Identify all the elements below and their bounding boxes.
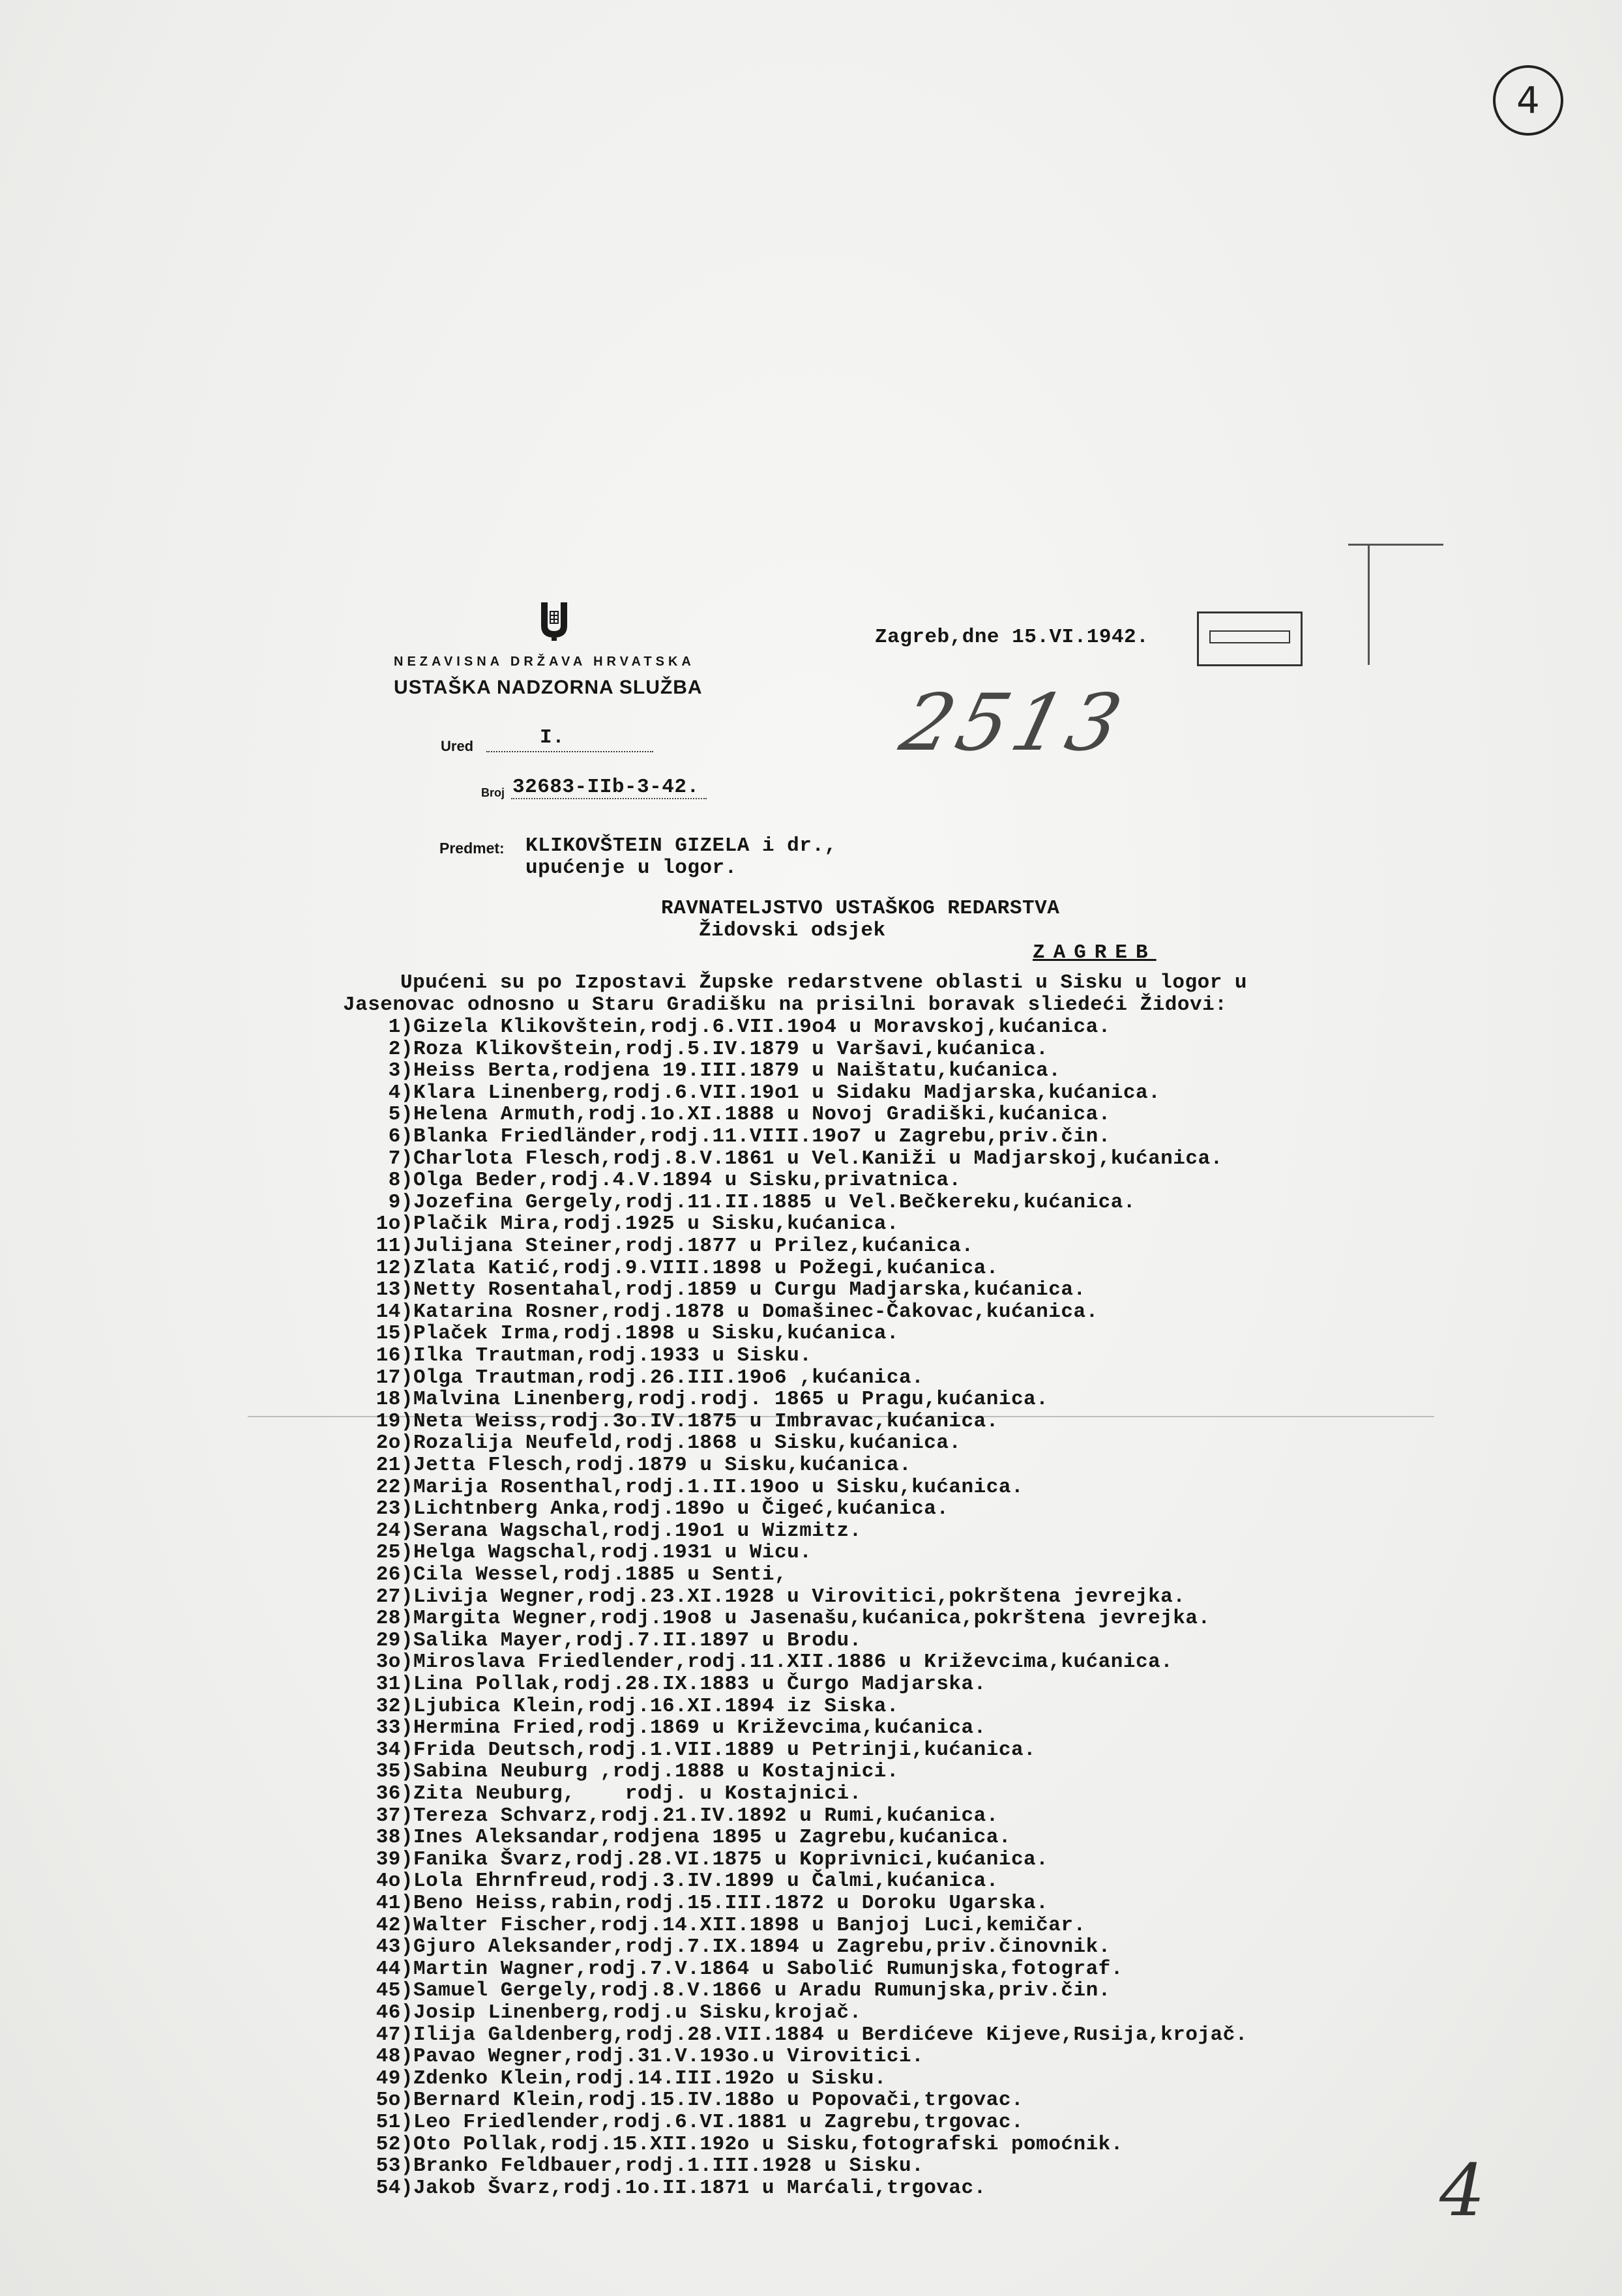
list-item-number: 21) [376, 1454, 413, 1477]
list-item-number: 31) [376, 1673, 413, 1696]
list-item-number: 5) [388, 1103, 413, 1126]
list-item-text: Oto Pollak,rodj.15.XII.192o u Sisku,fotografski pomoćnik. [413, 2132, 1123, 2156]
list-item-text: Ljubica Klein,rodj.16.XI.1894 iz Siska. [413, 1694, 900, 1718]
list-item-text: Cila Wessel,rodj.1885 u Senti, [413, 1563, 788, 1586]
list-item-text: Josip Linenberg,rodj.u Sisku,krojač. [413, 2001, 862, 2024]
list-item-number: 28) [376, 1607, 413, 1630]
list-item-number: 51) [376, 2111, 413, 2134]
list-item-text: Miroslava Friedlender,rodj.11.XII.1886 u Križevcima,kućanica. [413, 1651, 1173, 1674]
list-item-number: 34) [376, 1738, 413, 1761]
page-number-bottom: 4 [1439, 2149, 1485, 2232]
list-item-number: 8) [388, 1169, 413, 1192]
office-value: I. [540, 726, 565, 749]
list-item-number: 38) [376, 1826, 413, 1849]
list-item-text: Jetta Flesch,rodj.1879 u Sisku,kućanica. [413, 1454, 912, 1477]
list-item-text: Leo Friedlender,rodj.6.VI.1881 u Zagrebu,trgovac. [413, 2111, 1024, 2134]
list-item-text: Ilka Trautman,rodj.1933 u Sisku. [413, 1344, 812, 1367]
list-item-text: Lina Pollak,rodj.28.IX.1883 u Čurgo Madjarska. [413, 1673, 986, 1696]
list-item-number: 36) [376, 1782, 413, 1805]
list-item-text: Roza Klikovštein,rodj.5.IV.1879 u Varšavi,kućanica. [413, 1037, 1049, 1061]
list-item-number: 37) [376, 1804, 413, 1827]
addressee-city: ZAGREB [1033, 941, 1157, 964]
list-item-number: 22) [376, 1475, 413, 1499]
list-item-number: 2) [388, 1037, 413, 1061]
list-item-number: 26) [376, 1563, 413, 1586]
list-item-number: 17) [376, 1366, 413, 1389]
list-item-text: Hermina Fried,rodj.1869 u Križevcima,kućanica. [413, 1716, 986, 1740]
list-item-number: 44) [376, 1957, 413, 1980]
list-item-number: 3) [388, 1059, 413, 1083]
list-item-number: 46) [376, 2001, 413, 2024]
list-item-text: Katarina Rosner,rodj.1878 u Domašinec-Čakovac,kućanica. [413, 1300, 1099, 1323]
list-item-text: Helena Armuth,rodj.1o.XI.1888 u Novoj Gradiški,kućanica. [413, 1103, 1111, 1126]
list-item-text: Bernard Klein,rodj.15.IV.188o u Popovači,trgovac. [413, 2089, 1024, 2112]
list-item-text: Salika Mayer,rodj.7.II.1897 u Brodu. [413, 1628, 862, 1652]
page-marker: 4 [1516, 79, 1540, 122]
list-item-number: 18) [376, 1388, 413, 1411]
intro-line-2: Jasenovac odnosno u Staru Gradišku na prisilni boravak sliedeći Židovi: [343, 993, 1228, 1016]
subject-line-2: upućenje u logor. [525, 857, 737, 879]
list-item-number: 14) [376, 1300, 413, 1323]
list-item-text: Beno Heiss,rabin,rodj.15.III.1872 u Doroku Ugarska. [413, 1892, 1049, 1915]
addressee-line-1: RAVNATELJSTVO USTAŠKOG REDARSTVA [661, 897, 1060, 920]
number-label: Broj [481, 786, 505, 799]
list-item-number: 16) [376, 1344, 413, 1367]
list-item-text: Netty Rosentahal,rodj.1859 u Curgu Madjarska,kućanica. [413, 1278, 1086, 1302]
ustasa-emblem-icon [538, 600, 570, 641]
list-item-number: 32) [376, 1694, 413, 1718]
list-item-number: 4) [388, 1081, 413, 1104]
stamp-bar [1209, 630, 1290, 643]
list-item-number: 27) [376, 1585, 413, 1608]
list-item-text: Gjuro Aleksander,rodj.7.IX.1894 u Zagrebu,priv.činovnik. [413, 1935, 1111, 1959]
list-item-text: Lichtnberg Anka,rodj.189o u Čigeć,kućanica. [413, 1497, 949, 1521]
list-item-number: 29) [376, 1628, 413, 1652]
addressee-line-2: Židovski odsjek [699, 919, 886, 942]
page-marker-circle [1493, 65, 1563, 136]
list-item-text: Zlata Katić,rodj.9.VIII.1898 u Požegi,kućanica. [413, 1256, 999, 1280]
list-item-text: Klara Linenberg,rodj.6.VII.19o1 u Sidaku Madjarska,kućanica. [413, 1081, 1161, 1104]
list-item-text: Ilija Galdenberg,rodj.28.VII.1884 u Berdićeve Kijeve,Rusija,krojač. [413, 2023, 1248, 2046]
list-item-number: 12) [376, 1256, 413, 1280]
list-item-number: 49) [376, 2067, 413, 2090]
intro-line-1: Upućeni su po Izpostavi Župske redarstvene oblasti u Sisku u logor u [400, 971, 1248, 994]
list-item-number: 5o) [376, 2089, 413, 2112]
list-item-number: 7) [388, 1147, 413, 1170]
list-item-number: 45) [376, 1979, 413, 2003]
list-item-number: 54) [376, 2176, 413, 2200]
list-item-text: Jakob Švarz,rodj.1o.II.1871 u Marćali,trgovac. [413, 2176, 986, 2200]
list-item-text: Ines Aleksandar,rodjena 1895 u Zagrebu,kućanica. [413, 1826, 1011, 1849]
list-item-text: Gizela Klikovštein,rodj.6.VII.19o4 u Moravskoj,kućanica. [413, 1016, 1111, 1038]
list-item-text: Plaček Irma,rodj.1898 u Sisku,kućanica. [413, 1322, 900, 1346]
list-item-text: Heiss Berta,rodjena 19.III.1879 u Naištatu,kućanica. [413, 1059, 1061, 1083]
list-item-number: 41) [376, 1892, 413, 1915]
list-item-number: 1o) [376, 1213, 413, 1236]
document-date: Zagreb,dne 15.VI.1942. [875, 626, 1149, 649]
list-item-number: 15) [376, 1322, 413, 1346]
list-item-text: Margita Wegner,rodj.19o8 u Jasenašu,kućanica,pokrštena jevrejka. [413, 1607, 1211, 1630]
list-item-number: 1) [388, 1016, 413, 1038]
office-dotted-line [486, 751, 653, 752]
list-item-text: Fanika Švarz,rodj.28.VI.1875 u Koprivnici,kućanica. [413, 1847, 1049, 1871]
list-item-text: Walter Fischer,rodj.14.XII.1898 u Banjoj Luci,kemičar. [413, 1913, 1086, 1937]
corner-rule-vertical [1368, 544, 1370, 665]
list-item-text: Tereza Schvarz,rodj.21.IV.1892 u Rumi,kućanica. [413, 1804, 999, 1827]
list-item-number: 25) [376, 1541, 413, 1565]
list-item-text: Charlota Flesch,rodj.8.V.1861 u Vel.Kaniži u Madjarskoj,kućanica. [413, 1147, 1223, 1170]
list-item-number: 24) [376, 1519, 413, 1542]
reference-number: 32683-IIb-3-42. [512, 776, 700, 799]
list-item-text: Marija Rosenthal,rodj.1.II.19oo u Sisku,kućanica. [413, 1475, 1024, 1499]
corner-rule-horizontal [1348, 544, 1443, 546]
list-item-number: 52) [376, 2132, 413, 2156]
list-item-number: 47) [376, 2023, 413, 2046]
list-item-number: 2o) [376, 1432, 413, 1455]
list-item-text: Helga Wagschal,rodj.1931 u Wicu. [413, 1541, 812, 1565]
list-item-number: 42) [376, 1913, 413, 1937]
list-item-number: 4o) [376, 1870, 413, 1893]
office-label: Ured [441, 738, 474, 754]
list-item-number: 9) [388, 1190, 413, 1214]
list-item-text: Rozalija Neufeld,rodj.1868 u Sisku,kućanica. [413, 1432, 962, 1455]
list-item-text: Olga Trautman,rodj.26.III.19o6 ,kućanica. [413, 1366, 924, 1389]
list-item-number: 35) [376, 1760, 413, 1784]
subject-label: Predmet: [439, 840, 505, 857]
list-item-text: Jozefina Gergely,rodj.11.II.1885 u Vel.Bečkereku,kućanica. [413, 1190, 1136, 1214]
list-item-number: 13) [376, 1278, 413, 1302]
list-item-text: Frida Deutsch,rodj.1.VII.1889 u Petrinji,kućanica. [413, 1738, 1037, 1761]
list-item-number: 23) [376, 1497, 413, 1521]
list-item-number: 33) [376, 1716, 413, 1740]
list-item-number: 43) [376, 1935, 413, 1959]
list-item-number: 53) [376, 2155, 413, 2178]
list-item-text: Malvina Linenberg,rodj.rodj. 1865 u Pragu,kućanica. [413, 1388, 1049, 1411]
list-item-number: 39) [376, 1847, 413, 1871]
list-item-text: Julijana Steiner,rodj.1877 u Prilez,kućanica. [413, 1235, 974, 1258]
service-name: USTAŠKA NADZORNA SLUŽBA [394, 677, 703, 698]
list-item-text: Sabina Neuburg ,rodj.1888 u Kostajnici. [413, 1760, 900, 1784]
list-item-text: Blanka Friedländer,rodj.11.VIII.19o7 u Zagrebu,priv.čin. [413, 1125, 1111, 1148]
list-item-text: Serana Wagschal,rodj.19o1 u Wizmitz. [413, 1519, 862, 1542]
list-item-text: Neta Weiss,rodj.3o.IV.1875 u Imbravac,kućanica. [413, 1409, 999, 1433]
list-item-number: 3o) [376, 1651, 413, 1674]
receipt-stamp [1197, 611, 1303, 666]
list-item-text: Samuel Gergely,rodj.8.V.1866 u Aradu Rumunjska,priv.čin. [413, 1979, 1111, 2003]
handwritten-number: 2513 [892, 678, 1135, 769]
list-item-text: Olga Beder,rodj.4.V.1894 u Sisku,privatnica. [413, 1169, 962, 1192]
state-name: NEZAVISNA DRŽAVA HRVATSKA [394, 655, 695, 669]
list-item-text: Martin Wagner,rodj.7.V.1864 u Sabolić Rumunjska,fotograf. [413, 1957, 1123, 1980]
list-item-text: Branko Feldbauer,rodj.1.III.1928 u Sisku. [413, 2155, 924, 2178]
list-item-text: Zdenko Klein,rodj.14.III.192o u Sisku. [413, 2067, 887, 2090]
list-item-number: 19) [376, 1409, 413, 1433]
list-item-text: Pavao Wegner,rodj.31.V.193o.u Virovitici. [413, 2045, 924, 2068]
list-item-number: 48) [376, 2045, 413, 2068]
list-item-text: Lola Ehrnfreud,rodj.3.IV.1899 u Čalmi,kućanica. [413, 1870, 999, 1893]
list-item-number: 6) [388, 1125, 413, 1148]
subject-line-1: KLIKOVŠTEIN GIZELA i dr., [525, 834, 837, 857]
list-item-text: Livija Wegner,rodj.23.XI.1928 u Virovitici,pokrštena jevrejka. [413, 1585, 1186, 1608]
list-item-text: Plačik Mira,rodj.1925 u Sisku,kućanica. [413, 1213, 900, 1236]
list-item-text: Zita Neuburg, rodj. u Kostajnici. [413, 1782, 862, 1805]
list-item-number: 11) [376, 1235, 413, 1258]
